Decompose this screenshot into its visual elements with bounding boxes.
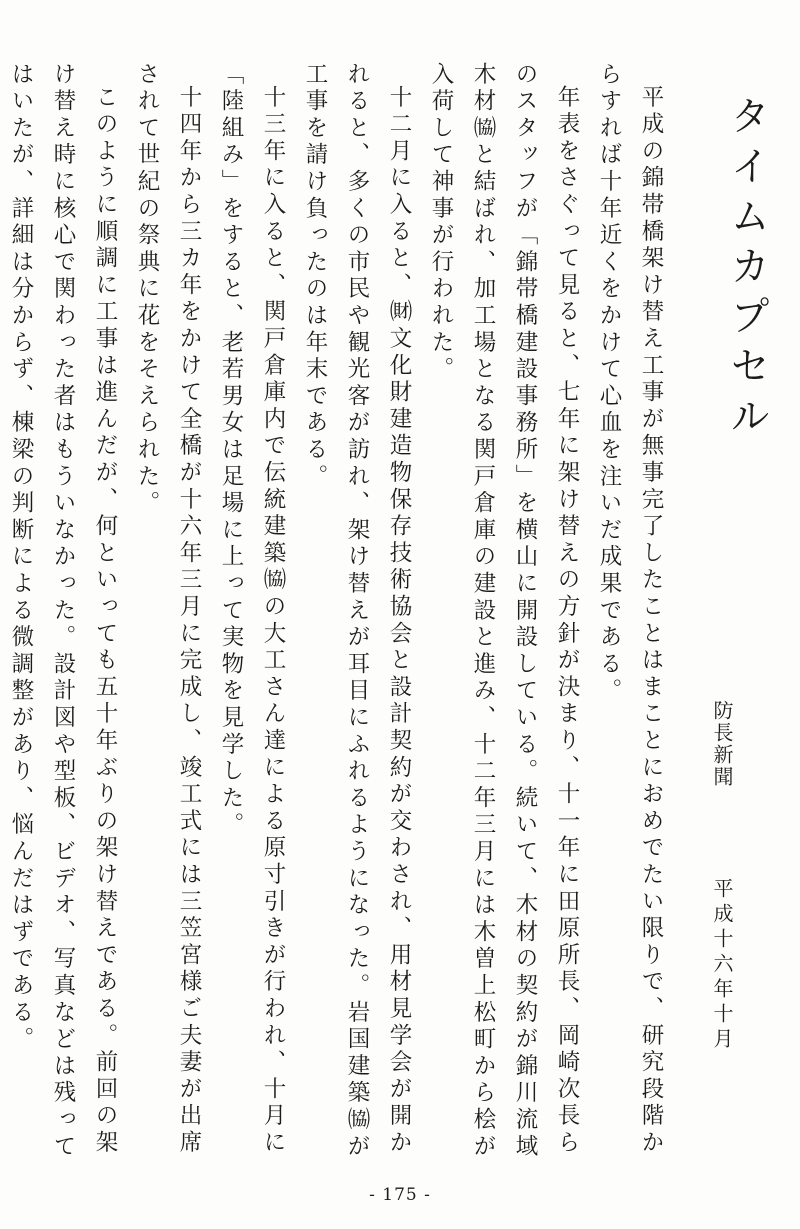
article-title: タイムカプセル xyxy=(723,95,770,445)
article-date: 平成十六年十月 xyxy=(710,878,734,1053)
paragraph: このように順調に工事は進んだが、何といっても五十年ぶりの架け替えである。前回の架け替え時に核心で関わった者はもういなかった。設計図や型板、ビデオ、写真などは残ってはいたが、詳細は分からず、棟梁の判断による微調整があり、悩んだはずである。 xyxy=(8,62,118,1161)
page-number: - 175 - xyxy=(369,1185,431,1205)
paragraph: 平成の錦帯橋架け替え工事が無事完了したことはまことにおめでたい限りで、研究段階からすれば十年近くをかけて心血を注いだ成果である。 xyxy=(596,62,664,1157)
paragraph: 年表をさぐって見ると、七年に架け替えの方針が決まり、十一年に田原所長、岡崎次長らのスタッフが「錦帯橋建設事務所」を横山に開設している。続いて、木材の契約が錦川流域木材㈿と結ばれ、加工場となる関戸倉庫の建設と進み、十二年三月には木曽上松町から桧が入荷して神事が行われた。 xyxy=(428,62,580,1161)
paragraph: 十三年に入ると、関戸倉庫内で伝統建築㈿の大工さん達による原寸引きが行われ、十月に「陸組み」をすると、老若男女は足場に上って実物を見学した。 xyxy=(218,62,286,1157)
article-source: 防長新聞 xyxy=(710,700,734,788)
paragraph: 十四年から三カ年をかけて全橋が十六年三月に完成し、竣工式には三笠宮様ご夫妻が出席されて世紀の祭典に花をそえられた。 xyxy=(134,62,202,1157)
article-body xyxy=(0,62,672,1162)
paragraph: 十二月に入ると、㈶文化財建造物保存技術協会と設計契約が交わされ、用材見学会が開かれると、多くの市民や観光客が訪れ、架け替えが耳目にふれるようになった。岩国建築㈿が工事を請け負ったのは年末である。 xyxy=(302,62,412,1161)
